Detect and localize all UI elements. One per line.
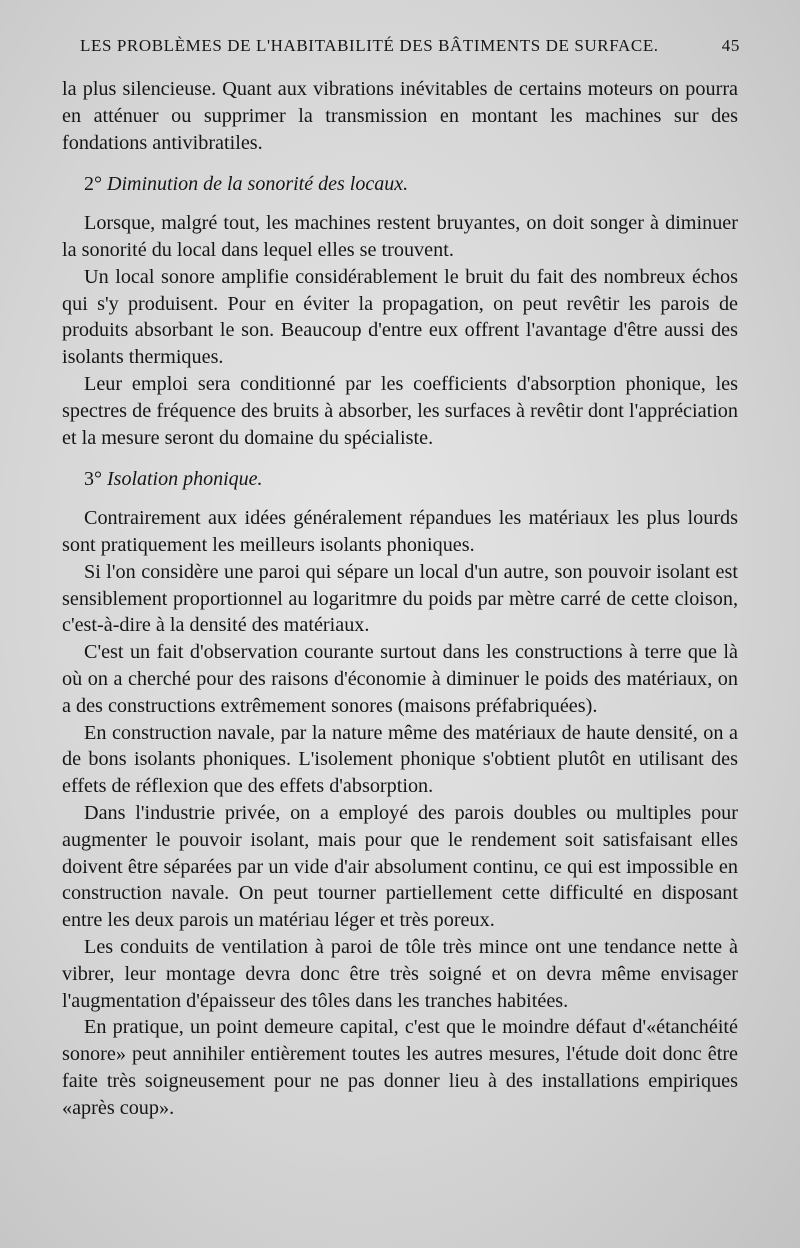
section-2-title: Diminution de la sonorité des locaux. <box>107 173 409 196</box>
section-3-number: 3° <box>84 468 102 491</box>
paragraph-3d: En construction navale, par la nature même des matériaux de haute densité, on a de bons isolants phoniques. L'isolement phonique s'obtient plutôt en utilisant des effets de réflexion que des effets d'absorption. <box>62 721 738 798</box>
section-3-title: Isolation phonique. <box>107 468 263 491</box>
body-text <box>62 76 738 1121</box>
paragraph-3c: C'est un fait d'observation courante surtout dans les constructions à terre que là où on a cherché pour des raisons d'économie à diminuer le poids des matériaux, on a des constructions extrêmement sonores (maisons préfabriquées). <box>62 641 738 717</box>
paragraph-3f: Les conduits de ventilation à paroi de tôle très mince ont une tendance nette à vibrer, leur montage devra donc être très soigné et on devra même envisager l'augmentation d'épaisseur des tôles dans les tranches habitées. <box>62 935 738 1012</box>
section-2-number: 2° <box>84 173 102 196</box>
paragraph-3e: Dans l'industrie privée, on a employé des parois doubles ou multiples pour augmenter le pouvoir isolant, mais pour que le rendement soit satisfaisant elles doivent être séparées par un vide d'air absolument continu, ce qui est impossible en construction navale. On peut tourner partiellement cette difficulté en disposant entre les deux parois un matériau léger et très poreux. <box>62 801 738 932</box>
paragraph-2c: Leur emploi sera conditionné par les coefficients d'absorption phonique, les spectres de fréquence des bruits à absorber, les surfaces à revêtir dont l'appréciation et la mesure seront du domaine du spécialiste. <box>62 372 738 449</box>
paragraph-intro: la plus silencieuse. Quant aux vibrations inévitables de certains moteurs on pourra en atténuer ou supprimer la transmission en montant les machines sur des fondations antivibratiles. <box>62 78 738 154</box>
section-heading-3 <box>84 466 738 493</box>
running-header <box>80 36 740 56</box>
paragraph-3a: Contrairement aux idées généralement répandues les matériaux les plus lourds sont pratiquement les meilleurs isolants phoniques. <box>62 507 738 556</box>
running-title: LES PROBLÈMES DE L'HABITABILITÉ DES BÂTIMENTS DE SURFACE. <box>80 36 659 55</box>
section-heading-2 <box>84 171 738 198</box>
paragraph-2a: Lorsque, malgré tout, les machines restent bruyantes, on doit songer à diminuer la sonorité du local dans lequel elles se trouvent. <box>62 212 738 261</box>
paragraph-3g: En pratique, un point demeure capital, c'est que le moindre défaut d'«étanchéité sonore» peut annihiler entièrement toutes les autres mesures, l'étude doit donc être faite très soigneusement pour ne pas donner lieu à des installations empiriques «après coup». <box>62 1016 738 1119</box>
page-number: 45 <box>721 36 740 55</box>
paragraph-2b: Un local sonore amplifie considérablement le bruit du fait des nombreux échos qui s'y produisent. Pour en éviter la propagation, on peut revêtir les parois de produits absorbant le son. Beaucoup d'entre eux offrent l'avantage d'être aussi des isolants thermiques. <box>62 265 738 369</box>
paragraph-3b: Si l'on considère une paroi qui sépare un local d'un autre, son pouvoir isolant est sensiblement proportionnel au logaritmre du poids par mètre carré de cette cloison, c'est-à-dire à la densité des matériaux. <box>62 560 738 637</box>
